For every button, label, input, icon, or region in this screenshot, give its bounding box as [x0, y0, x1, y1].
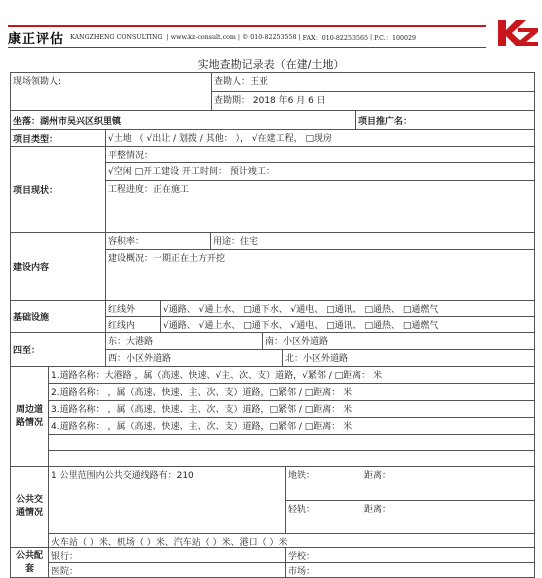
promo-name-cell[interactable] — [356, 111, 535, 130]
status-line[interactable]: √空闲 □开工建设 开工时间： 预计竣工： — [106, 163, 535, 181]
stations[interactable]: 火车站（ ）米、机场（ ）米、汽车站（ ）米、港口（ ）米 — [49, 534, 535, 548]
hospital[interactable]: 医院： — [49, 563, 286, 578]
letterhead — [0, 0, 542, 48]
date-cell[interactable] — [212, 92, 535, 111]
outside-label: 红线外 — [106, 301, 161, 317]
market[interactable]: 市场： — [286, 563, 535, 578]
roads-label: 周边道路情况 — [11, 367, 49, 467]
subway-label: 地铁： — [288, 471, 316, 481]
inside-label: 红线内 — [106, 317, 161, 333]
transit-label: 公共交通情况 — [11, 467, 49, 548]
east[interactable]: 东：大港路 — [106, 333, 263, 350]
progress[interactable]: 工程进度：正在施工 — [106, 181, 535, 233]
phone: © 010-82253558 — [242, 33, 297, 41]
border-label: 四至： — [11, 333, 106, 367]
bus-lines-text: 1 公里范围内公共交通线路有：210 — [51, 471, 194, 481]
facility-label: 公共配套 — [11, 548, 49, 578]
surveyor-cell[interactable] — [212, 73, 535, 92]
north[interactable]: 北：小区外道路 — [283, 350, 535, 367]
status-label: 项目现状： — [11, 147, 106, 233]
location: 坐落：湖州市吴兴区织里镇 — [13, 116, 122, 127]
surveyor-label: 查勘人：王亚 — [214, 77, 269, 87]
type-value[interactable]: √土地 （ √出让 / 划拨 / 其他： ）， √在建工程， □现房 — [106, 130, 535, 147]
inside-value[interactable]: √通路、 √通上水、 □通下水、 √通电、 □通讯、 □通热、 □通燃气 — [161, 317, 535, 333]
location-cell[interactable] — [11, 111, 356, 130]
promo-name: 项目推广名： — [358, 116, 413, 127]
kz-logo-icon — [496, 18, 540, 48]
bank[interactable]: 银行： — [49, 548, 286, 563]
postcode: P.C.：100029 — [374, 34, 417, 42]
subway-cell[interactable] — [286, 467, 535, 501]
usage[interactable]: 用途：住宅 — [211, 233, 535, 250]
brand-en: KANGZHENG CONSULTING — [70, 33, 163, 41]
content-label: 建设内容 — [11, 233, 106, 301]
outside-value[interactable]: √通路、 √通上水、 □通下水、 √通电、 □通讯、 □通热、 □通燃气 — [161, 301, 535, 317]
form-title: 实地查勘记录表（在建/土地） — [197, 58, 345, 71]
subway-distance: 距离： — [364, 471, 392, 481]
school[interactable]: 学校： — [286, 548, 535, 563]
bus-lines[interactable] — [49, 467, 286, 534]
leader-cell[interactable] — [11, 73, 212, 111]
road-4[interactable]: 4.道路名称： ，属（高速、快速、主、次、支）道路，□紧邻 / □距离： 米 — [49, 418, 535, 435]
brand-name: 康正评估 — [8, 31, 65, 47]
road-blank-1[interactable] — [49, 435, 535, 451]
road-blank-2[interactable] — [49, 451, 535, 467]
south[interactable]: 南：小区外道路 — [263, 333, 535, 350]
rail-cell[interactable] — [286, 501, 535, 534]
road-1[interactable]: 1.道路名称：大港路 ，属（高速、快速、√主、次、支）道路，√紧邻 / □距离： 米 — [49, 367, 535, 384]
website[interactable]: www.kz-consult.com — [170, 33, 236, 41]
road-2[interactable]: 2.道路名称： ，属（高速、快速、主、次、支）道路，□紧邻 / □距离： 米 — [49, 384, 535, 401]
letterhead-bar: 康正评估 KANGZHENG CONSULTING | www.kz-consult.com | © 010-82253558 | FAX：010-82253565 | P.C.：100029 — [8, 25, 486, 48]
far[interactable]: 容积率： — [106, 233, 211, 250]
survey-date: 查勘期： 2018 年6 月 6 日 — [214, 96, 326, 106]
rail-label: 轻轨： — [288, 505, 316, 515]
leader-label: 现场领勘人: — [13, 77, 62, 87]
road-3[interactable]: 3.道路名称： ，属（高速、快速、主、次、支）道路，□紧邻 / □距离： 米 — [49, 401, 535, 418]
rail-distance: 距离： — [364, 505, 392, 515]
flatness[interactable]: 平整情况： — [106, 147, 535, 163]
type-label: 项目类型： — [11, 130, 106, 147]
overview[interactable]: 建设概况：一期正在土方开挖 — [106, 250, 535, 301]
survey-form — [10, 72, 535, 578]
fax: FAX：010-82253565 — [302, 34, 368, 42]
west[interactable]: 西：小区外道路 — [106, 350, 283, 367]
infra-label: 基础设施 — [11, 301, 106, 333]
